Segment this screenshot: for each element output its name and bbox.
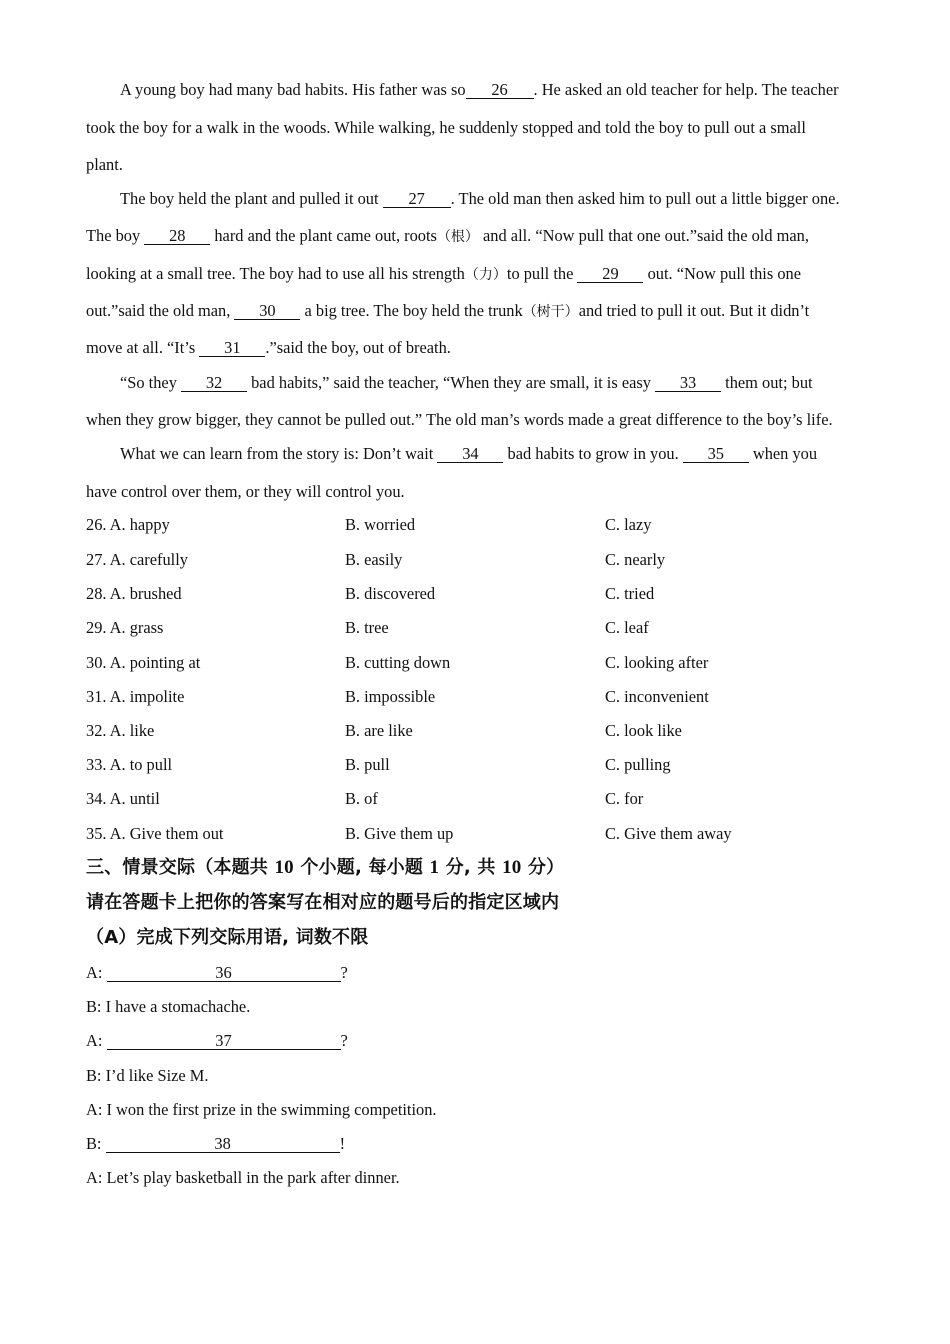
text: 分, 共: [439, 857, 503, 878]
dialogue-line: A: Let’s play basketball in the park after dinner.: [86, 1168, 400, 1187]
passage-line: [86, 226, 809, 247]
passage-line: plant.: [86, 155, 123, 174]
text: 10: [274, 857, 294, 878]
answer-blank-36: 36: [107, 964, 341, 982]
answer-blank-38: 38: [106, 1135, 340, 1153]
text: 三、情景交际（本题共: [86, 857, 275, 878]
option-c: C. inconvenient: [605, 687, 709, 706]
option-b: B. discovered: [345, 584, 436, 603]
option-c: C. leaf: [605, 618, 649, 637]
option-a: 32. A. like: [86, 721, 155, 740]
blank-34: 34: [437, 445, 503, 463]
dialogue-line: [86, 1134, 345, 1154]
text: and all. “Now pull that one out.”said the old man,: [478, 226, 809, 245]
text: The boy: [86, 226, 145, 245]
passage-line: when they grow bigger, they cannot be pulled out.” The old man’s words made a great difference to the boy’s life.: [86, 410, 833, 429]
blank-29: 29: [577, 265, 643, 283]
passage-line: [120, 373, 813, 393]
blank-28: 28: [144, 227, 210, 245]
text: . He asked an old teacher for help. The teacher: [533, 80, 839, 99]
dialogue-line: A: I won the first prize in the swimming competition.: [86, 1100, 437, 1119]
text: bad habits,” said the teacher, “When they are small, it is easy: [247, 373, 656, 392]
dialogue-line: B: I’d like Size M.: [86, 1066, 209, 1085]
blank-35: 35: [683, 445, 749, 463]
passage-line: [120, 444, 817, 464]
text: to pull the: [506, 264, 578, 283]
dialogue-line: [86, 963, 348, 983]
option-c: C. lazy: [605, 515, 652, 534]
text: !: [339, 1134, 346, 1153]
option-b: B. pull: [345, 755, 390, 774]
option-c: C. pulling: [605, 755, 671, 774]
option-a: 29. A. grass: [86, 618, 164, 637]
option-b: B. are like: [345, 721, 413, 740]
passage-line: [86, 338, 451, 358]
option-a: 28. A. brushed: [86, 584, 182, 603]
option-a: 31. A. impolite: [86, 687, 185, 706]
option-b: B. worried: [345, 515, 416, 534]
section-heading: [86, 857, 564, 879]
speaker: B:: [86, 1134, 106, 1153]
text: 1: [429, 857, 440, 878]
text: ?: [340, 1031, 348, 1050]
text: 分）: [521, 857, 565, 878]
passage-line: [86, 301, 809, 322]
passage-line: have control over them, or they will control you.: [86, 482, 405, 501]
passage-line: [120, 80, 839, 100]
answer-blank-37: 37: [107, 1032, 341, 1050]
dialogue-line: B: I have a stomachache.: [86, 997, 251, 1016]
text: bad habits to grow in you.: [503, 444, 683, 463]
gloss: （力）: [464, 267, 507, 283]
option-c: C. tried: [605, 584, 655, 603]
text: out.”said the old man,: [86, 301, 235, 320]
text: ?: [340, 963, 348, 982]
option-b: B. of: [345, 789, 378, 808]
option-a: 33. A. to pull: [86, 755, 173, 774]
gloss: （树干）: [522, 304, 579, 320]
option-b: B. cutting down: [345, 653, 451, 672]
blank-31: 31: [199, 339, 265, 357]
dialogue-line: [86, 1031, 348, 1051]
subsection-heading: （A）完成下列交际用语, 词数不限: [86, 927, 369, 948]
blank-27: 27: [383, 190, 451, 208]
text: The boy held the plant and pulled it out: [120, 189, 383, 208]
option-b: B. Give them up: [345, 824, 454, 843]
option-a: 27. A. carefully: [86, 550, 188, 569]
text: . The old man then asked him to pull out a little bigger one.: [450, 189, 840, 208]
text: .”said the boy, out of breath.: [265, 338, 451, 357]
blank-33: 33: [655, 374, 721, 392]
gloss: （根）: [436, 229, 479, 245]
text: A young boy had many bad habits. His father was so: [120, 80, 466, 99]
option-a: 26. A. happy: [86, 515, 170, 534]
text: looking at a small tree. The boy had to use all his strength: [86, 264, 465, 283]
speaker: A:: [86, 963, 107, 982]
option-c: C. nearly: [605, 550, 666, 569]
text: out. “Now pull this one: [643, 264, 801, 283]
option-a: 34. A. until: [86, 789, 160, 808]
text: a big tree. The boy held the trunk: [300, 301, 523, 320]
blank-26: 26: [466, 81, 534, 99]
option-c: C. looking after: [605, 653, 709, 672]
blank-30: 30: [234, 302, 300, 320]
section-instruction: 请在答题卡上把你的答案写在相对应的题号后的指定区域内: [86, 892, 560, 913]
text: move at all. “It’s: [86, 338, 200, 357]
option-a: 30. A. pointing at: [86, 653, 201, 672]
passage-line: [86, 264, 801, 285]
passage-line: took the boy for a walk in the woods. While walking, he suddenly stopped and told the boy to pull out a small: [86, 118, 806, 137]
text: 个小题, 每小题: [293, 857, 430, 878]
option-c: C. Give them away: [605, 824, 732, 843]
option-b: B. easily: [345, 550, 403, 569]
text: What we can learn from the story is: Don’t wait: [120, 444, 438, 463]
text: when you: [748, 444, 818, 463]
option-b: B. tree: [345, 618, 389, 637]
option-b: B. impossible: [345, 687, 436, 706]
option-c: C. for: [605, 789, 644, 808]
text: “So they: [120, 373, 182, 392]
text: 10: [502, 857, 522, 878]
option-a: 35. A. Give them out: [86, 824, 224, 843]
passage-line: [120, 189, 840, 209]
speaker: A:: [86, 1031, 107, 1050]
text: and tried to pull it out. But it didn’t: [578, 301, 810, 320]
option-c: C. look like: [605, 721, 682, 740]
text: hard and the plant came out, roots: [210, 226, 437, 245]
text: them out; but: [721, 373, 813, 392]
blank-32: 32: [181, 374, 247, 392]
